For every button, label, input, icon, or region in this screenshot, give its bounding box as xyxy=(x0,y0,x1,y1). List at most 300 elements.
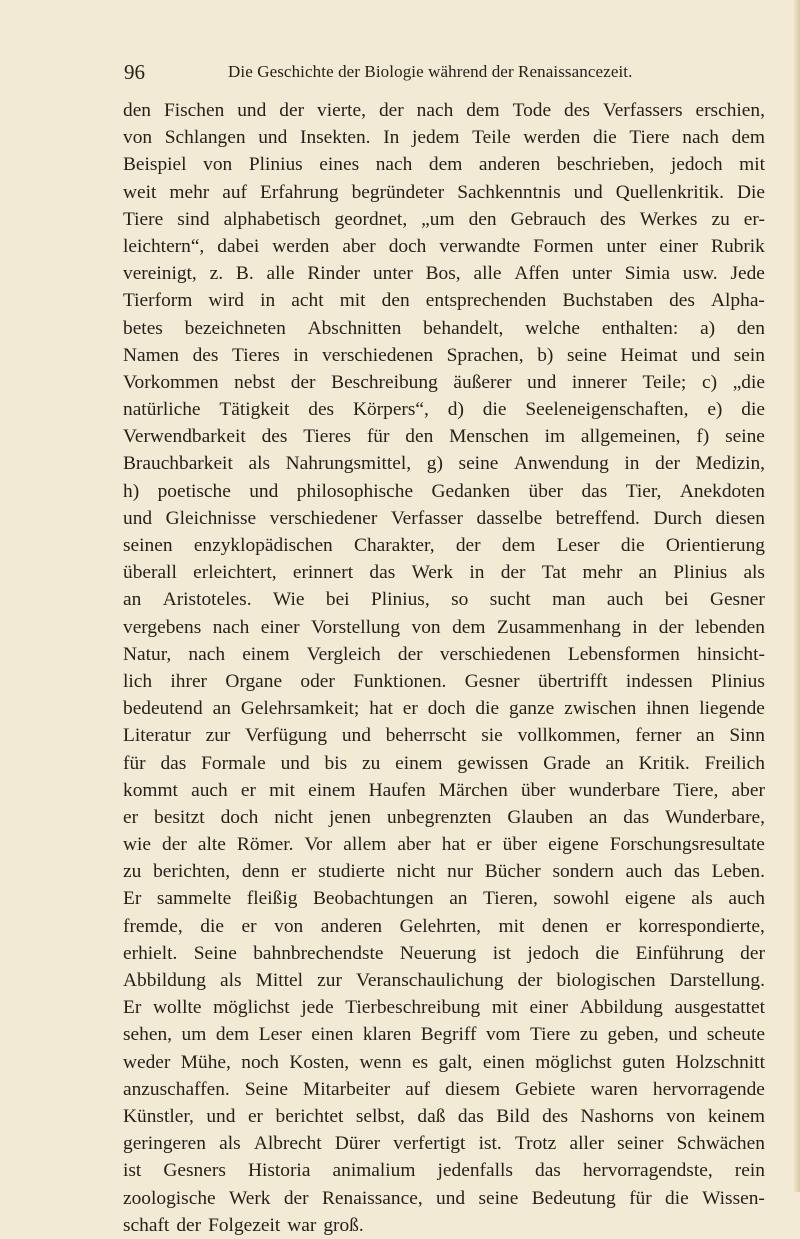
word: jede xyxy=(301,997,334,1019)
word: beschrieben, xyxy=(556,154,655,176)
word: über xyxy=(528,480,564,502)
word: sowohl xyxy=(553,888,610,910)
word: war xyxy=(287,1214,317,1236)
word: zu xyxy=(123,861,142,883)
word: geben, xyxy=(607,1024,659,1046)
word: eigene xyxy=(548,834,599,856)
word: aber xyxy=(731,779,765,801)
word: hat xyxy=(369,698,393,720)
word: Beschreibung xyxy=(331,371,438,393)
word: nebst xyxy=(234,371,276,393)
word: unter xyxy=(572,263,612,285)
word: von xyxy=(123,127,153,149)
word: zu xyxy=(361,752,381,774)
word: über xyxy=(520,779,556,801)
word: seine xyxy=(478,1187,519,1209)
word: Durch xyxy=(653,507,702,529)
word: daß xyxy=(417,1105,446,1127)
word: einer xyxy=(529,997,569,1019)
word: animalium xyxy=(332,1160,416,1182)
word: selbst, xyxy=(355,1105,405,1127)
word: von xyxy=(274,915,304,937)
word: die xyxy=(595,942,620,964)
text-line xyxy=(123,1212,765,1239)
word: bei xyxy=(325,589,350,611)
word: Plinius, xyxy=(370,589,430,611)
text-line xyxy=(123,885,765,912)
word: des xyxy=(261,426,288,448)
word: zwischen xyxy=(564,698,637,720)
word: Gebrauch xyxy=(510,208,586,230)
word: alphabetisch xyxy=(223,208,321,230)
word: Vorstellung xyxy=(311,616,401,638)
word: Sachkenntnis xyxy=(457,181,561,203)
word: mit xyxy=(269,779,295,801)
word: welche xyxy=(525,317,581,339)
word: er xyxy=(402,698,418,720)
word: lich xyxy=(123,670,153,692)
word: Künstler, xyxy=(123,1105,194,1127)
word: Einführung xyxy=(635,942,724,964)
word: jedenfalls xyxy=(437,1160,513,1182)
word: Gesner xyxy=(464,670,520,692)
word: zu xyxy=(579,1024,599,1046)
word: Rinder xyxy=(307,263,361,285)
word: jenen xyxy=(329,806,371,828)
text-line xyxy=(123,151,765,178)
word: usw. xyxy=(682,263,718,285)
text-line xyxy=(123,260,765,287)
word: Leser xyxy=(556,535,600,556)
word: sind xyxy=(177,208,210,230)
word: diesem xyxy=(445,1078,501,1100)
word: acht xyxy=(291,290,324,312)
word: erleichtert, xyxy=(193,562,277,584)
word: und xyxy=(123,507,153,529)
word: Beobachtungen xyxy=(312,888,434,910)
word: Veranschaulichung xyxy=(355,970,504,991)
word: korrespondierte, xyxy=(638,915,765,937)
text-line xyxy=(123,722,765,749)
word: als xyxy=(219,1133,241,1155)
word: Tieres xyxy=(232,344,280,366)
word: die xyxy=(200,915,224,937)
word: die xyxy=(475,698,500,720)
word: besitzt xyxy=(154,806,205,828)
word: der xyxy=(283,1187,309,1209)
word: den xyxy=(405,426,434,448)
word: erinnert xyxy=(292,562,354,584)
word: mit xyxy=(498,915,525,937)
word: gewissen xyxy=(457,752,529,774)
word: die xyxy=(482,399,507,421)
word: Körpers“, xyxy=(352,399,429,421)
word: kommt xyxy=(123,779,178,801)
word: scheute xyxy=(706,1024,765,1046)
word: verschiedener xyxy=(269,507,378,529)
word: liegende xyxy=(699,698,765,720)
word: der xyxy=(176,1214,202,1236)
word: Wissen- xyxy=(702,1187,765,1209)
word: Seine xyxy=(244,1078,288,1100)
word: der xyxy=(279,100,305,121)
word: er xyxy=(605,915,621,937)
text-line xyxy=(123,396,765,423)
word: Tieres xyxy=(303,426,352,448)
word: als xyxy=(743,562,765,584)
word: überall xyxy=(123,562,177,584)
word: Plinius xyxy=(248,154,303,176)
word: Römer. xyxy=(236,834,294,856)
text-line xyxy=(123,450,765,477)
text-line xyxy=(123,369,765,396)
word: und xyxy=(341,725,371,747)
text-line xyxy=(123,1049,765,1076)
word: doch xyxy=(220,806,259,828)
word: anzuschaffen. xyxy=(123,1078,230,1100)
word: an xyxy=(123,589,142,611)
word: Grade xyxy=(543,752,591,774)
word: Leser xyxy=(258,1024,302,1046)
word: bis xyxy=(324,752,348,774)
word: Mitarbeiter xyxy=(303,1078,391,1100)
word: mit xyxy=(339,290,366,312)
word: bezeichneten xyxy=(184,317,286,339)
word: der xyxy=(290,371,316,393)
word: Verfügung xyxy=(245,725,328,747)
word: alle xyxy=(266,263,295,285)
text-line xyxy=(123,967,765,994)
word: Trotz xyxy=(514,1133,557,1155)
word: Haufen xyxy=(368,779,426,801)
word: Abbildung xyxy=(579,997,663,1019)
word: Mittel xyxy=(255,970,304,991)
word: das xyxy=(581,480,608,502)
word: eigene xyxy=(625,888,676,910)
word: aber xyxy=(342,235,376,257)
word: Orientierung xyxy=(665,535,765,556)
page-number: 96 xyxy=(124,60,145,84)
word: Formale xyxy=(201,752,266,774)
word: Tode xyxy=(512,100,552,121)
word: seine xyxy=(458,453,499,475)
word: für xyxy=(123,752,146,774)
word: und xyxy=(206,1105,236,1127)
word: möglichst xyxy=(213,997,290,1019)
word: studierte xyxy=(318,861,385,883)
page-header xyxy=(124,58,764,86)
word: Gelehrsamkeit; xyxy=(240,698,360,720)
word: Tiere xyxy=(123,208,164,230)
word: den xyxy=(123,100,151,121)
word: Verwendbarkeit xyxy=(123,426,246,448)
word: Namen xyxy=(123,344,179,366)
word: Tierbeschreibung xyxy=(345,997,481,1019)
word: erschien, xyxy=(695,100,765,121)
word: des xyxy=(308,399,335,421)
word: Organe xyxy=(225,670,283,692)
word: hat xyxy=(441,834,466,856)
word: B. xyxy=(235,263,254,285)
word: das xyxy=(623,806,650,828)
word: dem xyxy=(215,1024,250,1046)
text-line xyxy=(123,423,765,450)
word: noch xyxy=(241,1051,279,1073)
word: ganze xyxy=(509,698,555,720)
word: Schwächen xyxy=(676,1133,765,1155)
word: Renaissance, xyxy=(321,1187,423,1209)
word: Teile; xyxy=(642,371,687,393)
word: Simia xyxy=(624,263,670,285)
word: doch xyxy=(427,698,466,720)
word: den xyxy=(468,208,497,230)
word: der xyxy=(378,100,404,121)
word: behandelt, xyxy=(423,317,504,339)
text-line xyxy=(123,777,765,804)
text-line xyxy=(123,1021,765,1048)
word: mit xyxy=(739,154,765,176)
word: Leben. xyxy=(711,861,765,883)
word: geringeren xyxy=(123,1133,206,1155)
word: einer xyxy=(659,235,699,257)
word: Seeleneigenschaften, xyxy=(525,399,689,421)
word: Mühe, xyxy=(180,1051,231,1073)
word: guten xyxy=(622,1051,666,1073)
word: auch xyxy=(728,888,765,910)
word: Tierform xyxy=(123,290,193,312)
word: beherrscht xyxy=(385,725,467,747)
word: „die xyxy=(732,371,765,393)
word: an xyxy=(696,725,715,747)
word: Tätigkeit xyxy=(219,399,290,421)
word: berichten, xyxy=(153,861,231,883)
word: „um xyxy=(421,208,455,230)
word: Abschnitten xyxy=(307,317,402,339)
word: und xyxy=(258,127,288,149)
word: Tiere, xyxy=(673,779,719,801)
word: klaren xyxy=(362,1024,412,1046)
word: übertrifft xyxy=(537,670,608,692)
word: als xyxy=(220,970,242,991)
word: bedeutend xyxy=(123,698,203,720)
word: dem xyxy=(731,127,765,149)
word: Funktionen. xyxy=(353,670,447,692)
word: vom xyxy=(485,1024,521,1046)
word: als xyxy=(691,888,713,910)
word: an xyxy=(605,752,624,774)
word: das xyxy=(535,1160,561,1182)
word: einem xyxy=(242,643,290,665)
word: Medizin, xyxy=(695,453,765,475)
word: ausgestattet xyxy=(674,997,765,1019)
word: Verfassers xyxy=(602,100,683,121)
word: a) xyxy=(700,317,716,339)
word: von xyxy=(411,616,441,638)
word: hinsicht- xyxy=(697,643,765,665)
word: dem xyxy=(466,100,500,121)
word: er- xyxy=(743,208,765,230)
word: oder xyxy=(300,670,335,692)
word: nach xyxy=(188,643,226,665)
word: anderen xyxy=(320,915,383,937)
word: ist xyxy=(492,942,512,964)
word: hervorragende xyxy=(652,1078,765,1100)
word: allem xyxy=(343,834,387,856)
word: Er xyxy=(123,888,142,910)
word: auch xyxy=(191,779,228,801)
word: In xyxy=(383,127,400,149)
word: seine xyxy=(566,344,607,366)
word: alte xyxy=(197,834,226,856)
word: Tiere xyxy=(529,1024,571,1046)
word: Aristoteles. xyxy=(162,589,252,611)
word: Gesner xyxy=(709,589,765,611)
word: Vergleich xyxy=(306,643,381,665)
word: Sinn xyxy=(729,725,765,747)
word: sein xyxy=(733,344,765,366)
word: er xyxy=(240,779,256,801)
word: verschiedenen xyxy=(322,344,434,366)
word: Natur, xyxy=(123,643,172,665)
word: Historia xyxy=(247,1160,311,1182)
word: Tier, xyxy=(625,480,662,502)
word: Fischen xyxy=(163,100,225,121)
word: er xyxy=(247,1105,264,1127)
word: verfertigt xyxy=(393,1133,466,1155)
word: die xyxy=(593,127,617,149)
word: denen xyxy=(541,915,589,937)
text-line xyxy=(123,940,765,967)
word: nicht xyxy=(274,806,314,828)
word: Zusammenhang xyxy=(496,616,621,638)
word: b) xyxy=(537,344,554,366)
text-line xyxy=(123,179,765,206)
word: nach xyxy=(375,154,413,176)
word: äußerer xyxy=(453,371,512,393)
word: aber xyxy=(397,834,431,856)
word: Begriff xyxy=(420,1024,477,1046)
word: zur xyxy=(205,725,231,747)
word: g) xyxy=(426,453,443,475)
text-line xyxy=(123,804,765,831)
word: e) xyxy=(707,399,723,421)
word: Kosten, xyxy=(289,1051,350,1073)
word: so xyxy=(451,589,469,611)
word: der xyxy=(517,970,543,991)
word: betes xyxy=(123,317,163,339)
word: sammelte xyxy=(156,888,232,910)
word: er xyxy=(291,861,307,883)
word: zur xyxy=(317,970,342,991)
text-line xyxy=(123,1185,765,1212)
word: philosophische xyxy=(296,480,414,502)
word: Tat xyxy=(541,562,567,584)
word: eines xyxy=(319,154,360,176)
word: c) xyxy=(701,371,718,393)
text-line xyxy=(123,668,765,695)
word: Seine xyxy=(193,942,237,964)
text-line xyxy=(123,586,765,613)
body-text xyxy=(123,97,765,1239)
word: alle xyxy=(473,263,502,285)
word: Folgezeit xyxy=(208,1214,281,1236)
text-line xyxy=(123,1157,765,1184)
text-line xyxy=(123,505,765,532)
word: in xyxy=(624,453,640,475)
word: Literatur xyxy=(123,725,191,747)
word: Brauchbarkeit xyxy=(123,453,233,475)
word: z. xyxy=(209,263,224,285)
word: weder xyxy=(123,1051,171,1073)
word: Menschen xyxy=(449,426,529,448)
word: unter xyxy=(606,235,647,257)
word: Holzschnitt xyxy=(675,1051,765,1073)
word: im xyxy=(544,426,566,448)
running-title: Die Geschichte der Biologie während der Renaissancezeit. xyxy=(228,62,633,81)
word: Beispiel xyxy=(123,154,187,176)
word: Formen xyxy=(533,235,594,257)
word: wird xyxy=(208,290,244,312)
word: wie xyxy=(123,834,151,856)
word: verwandte xyxy=(439,235,521,257)
text-line xyxy=(123,1130,765,1157)
text-line xyxy=(123,233,765,260)
word: rein xyxy=(734,1160,765,1182)
word: galt, xyxy=(438,1051,473,1073)
text-line xyxy=(123,124,765,151)
word: Heimat xyxy=(620,344,678,366)
word: vereinigt, xyxy=(123,263,197,285)
word: denn xyxy=(241,861,280,883)
word: sie xyxy=(481,725,503,747)
word: Vorkommen xyxy=(123,371,219,393)
word: Erfahrung xyxy=(260,181,339,203)
word: das xyxy=(457,1105,484,1127)
word: Anekdoten xyxy=(679,480,765,502)
word: enzyklopädischen xyxy=(193,535,333,556)
word: einem xyxy=(308,779,356,801)
word: in xyxy=(260,290,276,312)
word: der xyxy=(658,616,684,638)
word: lebenden xyxy=(694,616,765,638)
word: Alpha- xyxy=(711,290,765,312)
text-line xyxy=(123,994,765,1021)
text-line xyxy=(123,97,765,124)
word: nach xyxy=(416,100,454,121)
word: Bücher xyxy=(484,861,541,883)
word: der xyxy=(162,834,187,856)
text-line xyxy=(123,750,765,777)
word: die xyxy=(665,1187,689,1209)
word: des xyxy=(599,208,626,230)
word: möglichst xyxy=(535,1051,612,1073)
text-line xyxy=(123,206,765,233)
word: und xyxy=(249,480,279,502)
word: als xyxy=(248,453,271,475)
word: Märchen xyxy=(438,779,508,801)
word: an xyxy=(589,806,608,828)
word: es xyxy=(411,1051,429,1073)
word: Werk xyxy=(228,1187,271,1209)
word: Wie xyxy=(272,589,305,611)
word: des xyxy=(192,344,219,366)
word: Freilich xyxy=(704,752,765,774)
word: werden xyxy=(272,235,330,257)
word: wollte xyxy=(152,997,202,1019)
word: werden xyxy=(523,127,581,149)
text-line xyxy=(123,532,765,559)
word: Bild xyxy=(496,1105,530,1127)
